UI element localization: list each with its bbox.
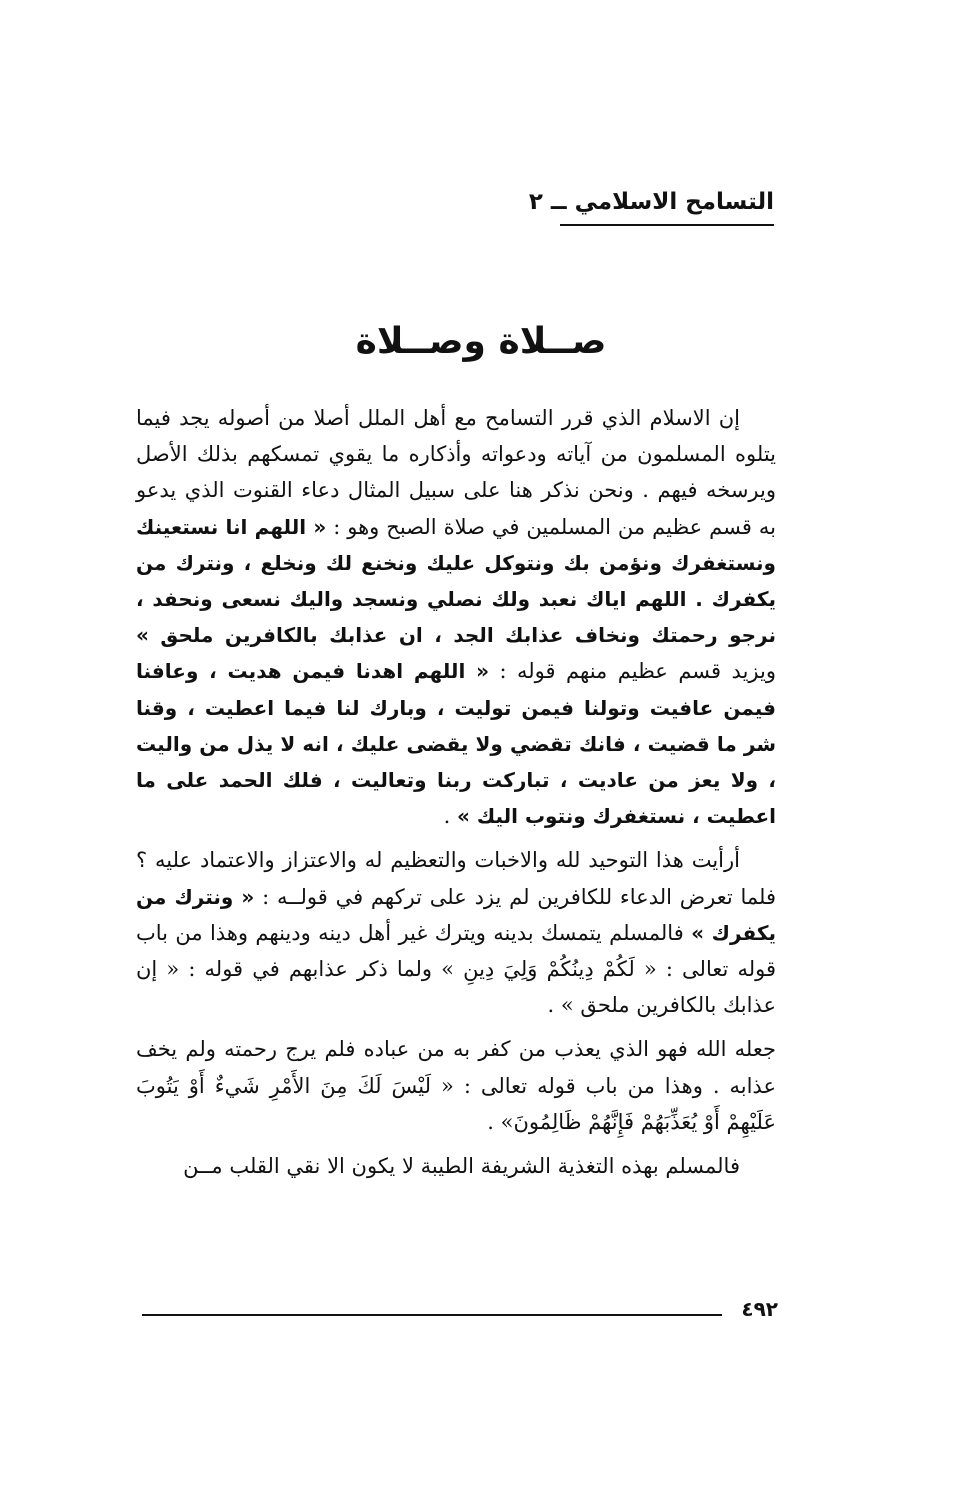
text-segment: . xyxy=(443,804,457,829)
page-title: صــلاة وصــلاة xyxy=(355,321,607,362)
paragraph-4 xyxy=(136,1148,776,1184)
page-number: ٤٩٢ xyxy=(741,1297,778,1321)
running-header: التسامح الاسلامي ــ ٢ xyxy=(560,180,774,226)
text-segment: فالمسلم يتمسك بدينه ويترك غير أهل دينه ودينهم وهذا من باب قوله تعالى : « لَكُمْ دِينُكُمْ وَلِيَ دِينِ » ولما ذكر عذابهم في قوله : « إن عذابك بالكافرين ملحق » . xyxy=(136,920,776,1018)
text-segment: جعله الله فهو الذي يعذب من كفر به من عباده فلم يرج رحمته ولم يخف عذابه . وهذا من باب قوله تعالى : « لَيْسَ لَكَ مِنَ الأَمْرِ شَيءٌ أَوْ يَتُوبَ عَلَيْهِمْ أَوْ يُعَذِّبَهُمْ فَإِنَّهُمْ ظَالِمُونَ» . xyxy=(136,1037,776,1134)
text-segment: أرأيت هذا التوحيد لله والاخبات والتعظيم له والاعتزاز والاعتماد عليه ؟ فلما تعرض الدعاء للكافرين لم يزد على تركهم في قولــه : xyxy=(136,848,776,909)
text-segment: ويزيد قسم عظيم منهم قوله : xyxy=(488,659,776,684)
paragraph-2 xyxy=(136,842,776,1023)
text-segment: إن الاسلام الذي قرر التسامح مع أهل الملل أصلا من أصوله يجد فيما يتلوه المسلمون من آياته ودعواته وأذكاره ما يقوي تمسكهم بذلك الأصل ويرسخه فيهم . ونحن نذكر هنا على سبيل المثال دعاء القنوت الذي يدعو به قسم عظيم من المسلمين في صلاة الصبح وهو : xyxy=(136,406,776,539)
page-footer xyxy=(142,1294,778,1330)
qunut-prayer-part-2: « اللهم اهدنا فيمن هديت ، وعافنا فيمن عافيت وتولنا فيمن توليت ، وبارك لنا فيما اعطيت ، وقنا شر ما قضيت ، فانك تقضي ولا يقضى عليك ، انه لا يذل من واليت ، ولا يعز من عاديت ، تباركت ربنا وتعاليت ، فلك الحمد على ما اعطيت ، نستغفرك ونتوب اليك » xyxy=(136,659,776,829)
body-text xyxy=(136,400,776,1192)
paragraph-1 xyxy=(136,400,776,834)
paragraph-3 xyxy=(136,1031,776,1140)
text-segment: فالمسلم بهذه التغذية الشريفة الطيبة لا يكون الا نقي القلب مــن xyxy=(183,1154,740,1179)
quoted-phrase: « ونترك من يكفرك » xyxy=(136,884,776,945)
footer-rule xyxy=(142,1314,722,1316)
qunut-prayer-part-1: « اللهم انا نستعينك ونستغفرك ونؤمن بك ونتوكل عليك ونخنع لك ونخلع ، ونترك من يكفرك . اللهم اياك نعبد ولك نصلي ونسجد واليك نسعى ونحفد ، نرجو رحمتك ونخاف عذابك الجد ، ان عذابك بالكافرين ملحق » xyxy=(136,514,776,648)
